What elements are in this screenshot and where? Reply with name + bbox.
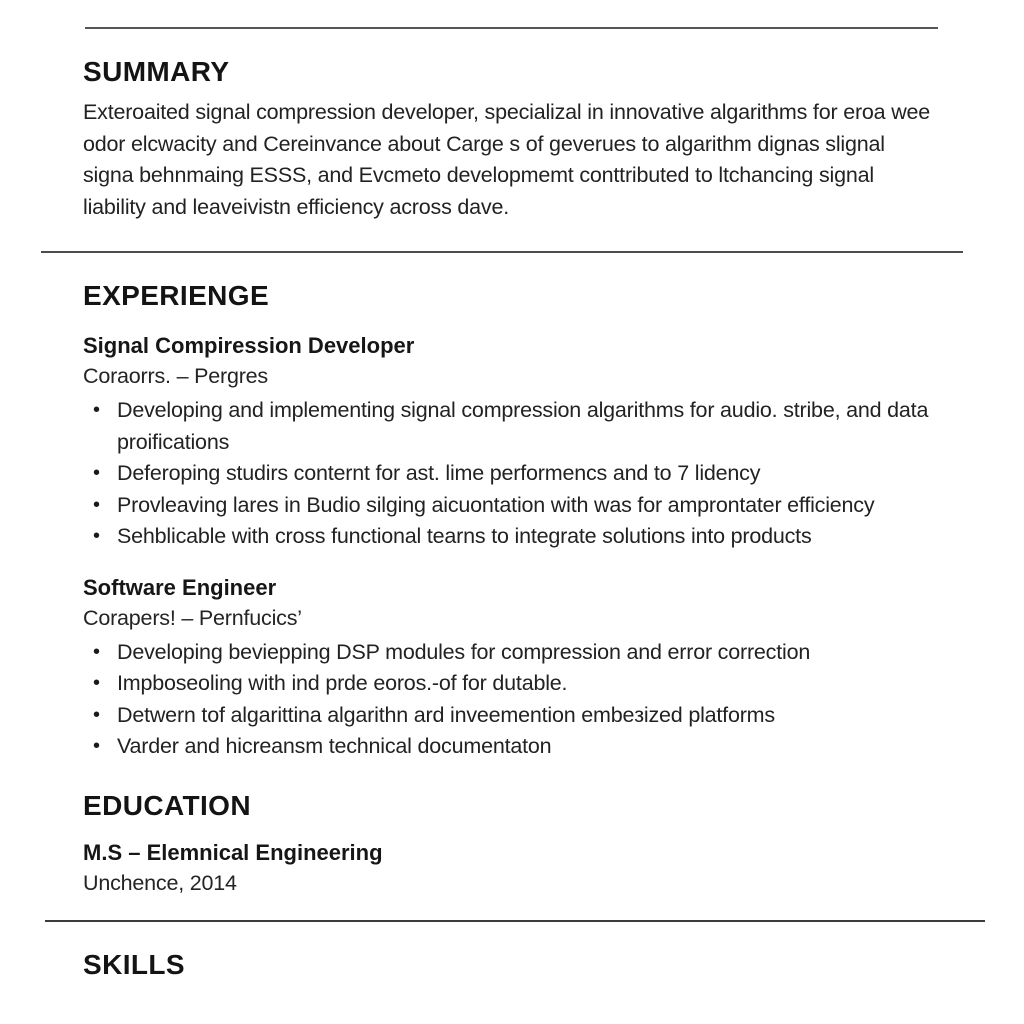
education-detail: Unchence, 2014 (83, 870, 237, 895)
section-summary (83, 55, 940, 223)
skills-heading: SKILLS (83, 948, 185, 980)
job-bullet: • Impboseoling with ind prde eoros.-of for dutable. (83, 668, 940, 700)
job-bullet: • Sehblicable with cross functional tearns to integrate solutions into products (83, 521, 940, 553)
job-bullet: • Developing and implementing signal compression algarithms for audio. stribe, and data proifications (83, 395, 940, 458)
skills-divider (45, 920, 985, 922)
job-company: Corapers! – Pernfucics’ (83, 605, 302, 630)
job-bullet: • Varder and hicreansm technical documentaton (83, 731, 940, 763)
top-divider (85, 27, 938, 29)
job-title: Software Engineer (83, 574, 277, 600)
summary-text: Exteroaited signal compression developer, specializal in innovative algarithms for eroa wee odor elcwacity and Cereinvance about Carge s of geverues to algarithm dignas slignal signa behnmaing ESSS, and Evcmeto developmemt conttributed to ltchancing signal liability and leaveivistn efficiency across dave. (83, 100, 931, 219)
summary-heading: SUMMARY (83, 56, 230, 87)
job-bullet-list (83, 637, 940, 763)
job-bullet: • Deferoping studirs conternt for ast. lime performencs and to 7 lidency (83, 458, 940, 490)
job-entry (83, 331, 940, 553)
section-education (83, 789, 940, 898)
education-heading: EDUCATION (83, 789, 251, 821)
job-bullet: • Detwern tof algarittina algarithn ard inveemention embeзized platforms (83, 700, 940, 732)
document-content (0, 279, 1024, 898)
job-entry (83, 573, 940, 763)
document-content (0, 948, 1024, 982)
experience-heading: EXPERIENGE (83, 280, 270, 311)
document-content (0, 55, 1024, 223)
experience-divider (41, 251, 963, 253)
section-experience (83, 279, 940, 763)
job-title: Signal Compiression Developer (83, 333, 415, 358)
section-skills (83, 948, 940, 982)
job-bullet: • Provleaving lares in Budio silging aicuontation with was for amprontater efficiency (83, 490, 940, 522)
education-degree: M.S – Elemnical Engineering (83, 839, 383, 865)
job-bullet: • Developing beviepping DSP modules for compression and error correction (83, 637, 940, 669)
job-bullet-list (83, 395, 940, 553)
job-company: Coraorrs. – Pergres (83, 364, 268, 388)
